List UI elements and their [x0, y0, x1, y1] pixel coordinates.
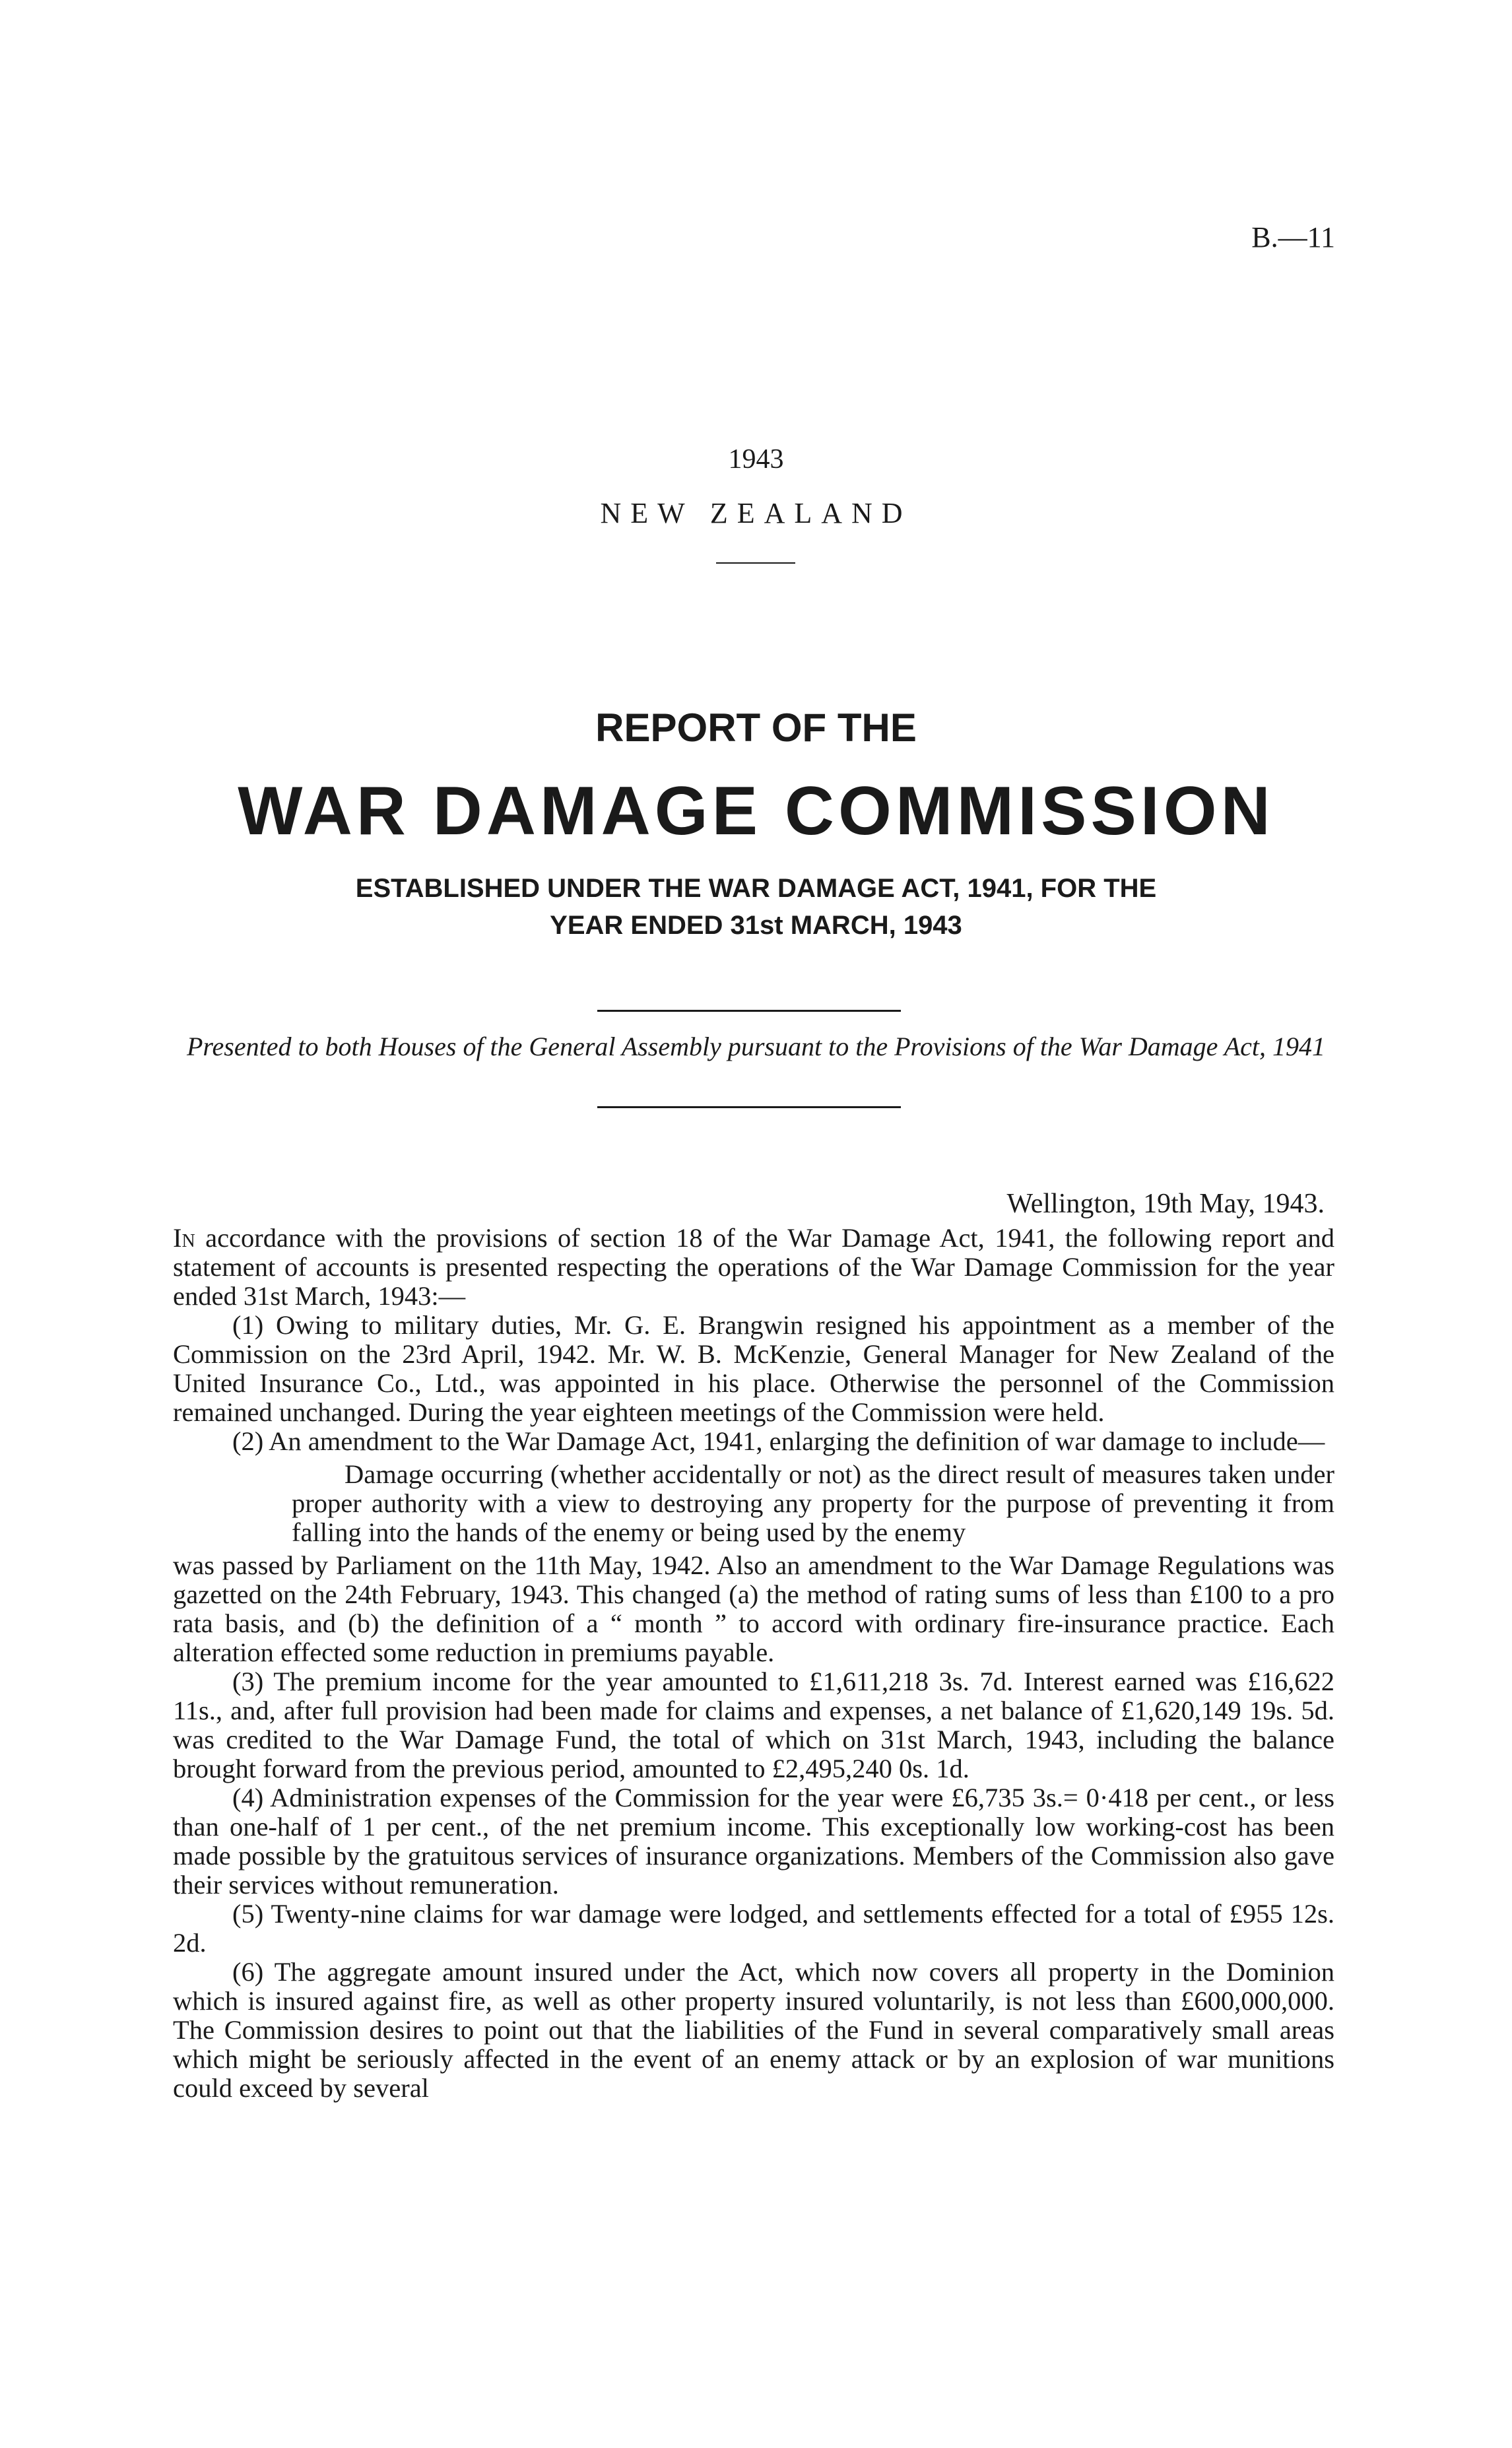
paragraph-2-continued: was passed by Parliament on the 11th May, 1942. Also an amendment to the War Damage Regulations was gazetted on the 24th February, 1943. This changed (a) the method of rating sums of less than £100 to a pro rata basis, and (b) the definition of a “ month ” to accord with ordinary fire-insurance practice. Each alteration effected some reduction in premiums payable. — [173, 1550, 1334, 1667]
document-title: WAR DAMAGE COMMISSION — [238, 773, 1274, 849]
subtitle-line-2: YEAR ENDED 31st MARCH, 1943 — [550, 911, 962, 940]
place-date-line: Wellington, 19th May, 1943. — [1006, 1189, 1325, 1219]
presented-rule-bottom — [597, 1106, 901, 1108]
paragraph-5: (5) Twenty-nine claims for war damage were lodged, and settlements effected for a total of £955 12s. 2d. — [173, 1899, 1334, 1958]
masthead-rule — [716, 562, 795, 564]
presented-rule-top — [597, 1010, 901, 1012]
subtitle-line-1: ESTABLISHED UNDER THE WAR DAMAGE ACT, 1941, FOR THE — [355, 874, 1157, 903]
quoted-definition — [292, 1460, 1334, 1547]
paragraph-3: (3) The premium income for the year amounted to £1,611,218 3s. 7d. Interest earned was £16,622 11s., and, after full provision had been made for claims and expenses, a net balance of £1,620,149 19s. 5d. was credited to the War Damage Fund, the total of which on 31st March, 1943, including the balance brought forward from the previous period, amounted to £2,495,240 0s. 1d. — [173, 1667, 1334, 1783]
report-heading: REPORT OF THE — [595, 706, 917, 750]
intro-paragraph — [173, 1224, 1334, 1311]
masthead-country: NEW ZEALAND — [600, 497, 912, 529]
paragraph-6: (6) The aggregate amount insured under the Act, which now covers all property in the Dominion which is insured against fire, as well as other property insured voluntarily, is not less than £600,000,000. The Commission desires to point out that the liabilities of the Fund in several comparatively small areas which might be seriously affected in the event of an enemy attack or by an explosion of war munitions could exceed by several — [173, 1957, 1334, 2103]
document-subtitle — [0, 870, 1512, 944]
page-identifier: B.—11 — [1251, 221, 1335, 253]
intro-text: accordance with the provisions of section 18 of the War Damage Act, 1941, the following report and statement of accounts is presented respecting the operations of the War Damage Commission for the year ended 31st March, 1943:— — [173, 1223, 1334, 1311]
intro-drop-word: In — [173, 1223, 195, 1253]
paragraph-2: (2) An amendment to the War Damage Act, 1941, enlarging the definition of war damage to include— — [232, 1426, 1325, 1456]
report-body — [173, 1224, 1334, 2103]
paragraph-4: (4) Administration expenses of the Commission for the year were £6,735 3s.= 0·418 per cent., or less than one-half of 1 per cent., of the net premium income. This exceptionally low working-cost has been made possible by the gratuitous services of insurance organizations. Members of the Commission also gave their services without remuneration. — [173, 1783, 1334, 1900]
quoted-definition-text: Damage occurring (whether accidentally or not) as the direct result of measures taken under proper authority with a view to destroying any property for the purpose of preventing it from falling into the hands of the enemy or being used by the enemy — [292, 1459, 1334, 1547]
masthead-year: 1943 — [728, 444, 784, 475]
paragraph-1: (1) Owing to military duties, Mr. G. E. Brangwin resigned his appointment as a member of the Commission on the 23rd April, 1942. Mr. W. B. McKenzie, General Manager for New Zealand of the United Insurance Co., Ltd., was appointed in his place. Otherwise the personnel of the Commission remained unchanged. During the year eighteen meetings of the Commission were held. — [173, 1310, 1334, 1427]
presented-statement: Presented to both Houses of the General Assembly pursuant to the Provisions of the War Damage Act, 1941 — [186, 1032, 1326, 1061]
